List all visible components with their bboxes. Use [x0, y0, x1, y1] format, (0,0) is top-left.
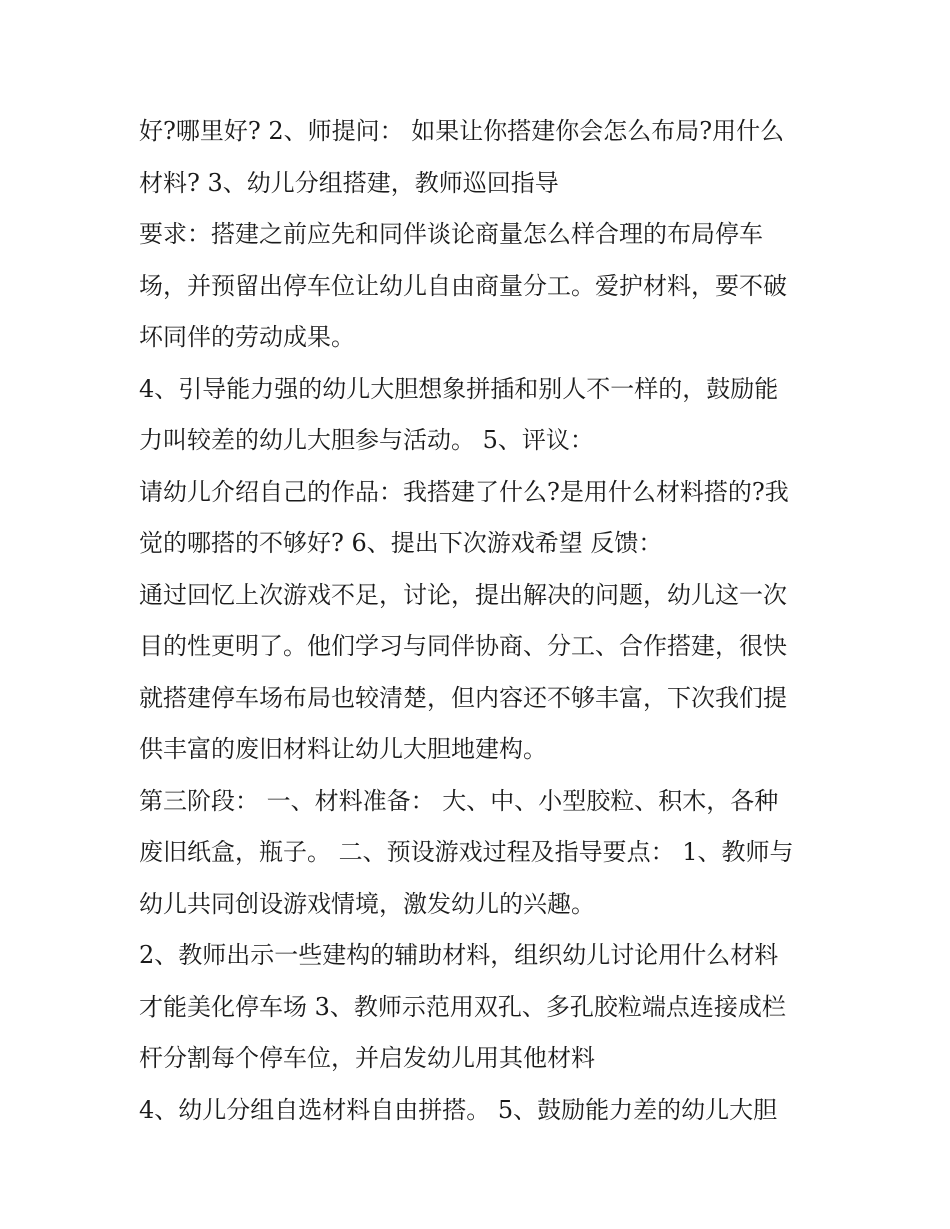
text-line: 坏同伴的劳动成果。: [139, 323, 355, 351]
text-line: 就搭建停车场布局也较清楚，但内容还不够丰富，下次我们提: [139, 683, 787, 712]
text-line: 幼儿共同创设游戏情境，激发幼儿的兴趣。: [139, 889, 595, 918]
text-line: 废旧纸盒，瓶子。 二、预设游戏过程及指导要点： 1、教师与: [139, 838, 794, 866]
text-line: 请幼儿介绍自己的作品：我搭建了什么?是用什么材料搭的?我: [139, 477, 789, 506]
text-line: 2、教师出示一些建构的辅助材料，组织幼儿讨论用什么材料: [139, 941, 779, 969]
text-line: 好?哪里好? 2、师提问： 如果让你搭建你会怎么布局?用什么: [139, 117, 785, 145]
text-line: 供丰富的废旧材料让幼儿大胆地建构。: [139, 735, 547, 763]
text-line: 场，并预留出停车位让幼儿自由商量分工。爱护材料，要不破: [139, 271, 787, 300]
document-body: [139, 106, 829, 1136]
text-line: 4、幼儿分组自选材料自由拼搭。 5、鼓励能力差的幼儿大胆: [139, 1095, 778, 1124]
text-line: 第三阶段： 一、材料准备： 大、中、小型胶粒、积木，各种: [139, 786, 779, 815]
text-line: 力叫较差的幼儿大胆参与活动。 5、评议：: [139, 426, 594, 454]
text-line: 要求：搭建之前应先和同伴谈论商量怎么样合理的布局停车: [139, 220, 763, 248]
text-line: 目的性更明了。他们学习与同伴协商、分工、合作搭建，很快: [139, 632, 787, 660]
text-line: 通过回忆上次游戏不足，讨论，提出解决的问题，幼儿这一次: [139, 580, 787, 609]
text-line: 才能美化停车场 3、教师示范用双孔、多孔胶粒端点连接成栏: [139, 992, 786, 1021]
text-line: 材料? 3、幼儿分组搭建，教师巡回指导: [139, 168, 559, 197]
text-line: 觉的哪搭的不够好? 6、提出下次游戏希望 反馈：: [139, 529, 663, 557]
text-line: 杆分割每个停车位，并启发幼儿用其他材料: [139, 1044, 595, 1072]
text-line: 4、引导能力强的幼儿大胆想象拼插和别人不一样的，鼓励能: [139, 374, 779, 403]
